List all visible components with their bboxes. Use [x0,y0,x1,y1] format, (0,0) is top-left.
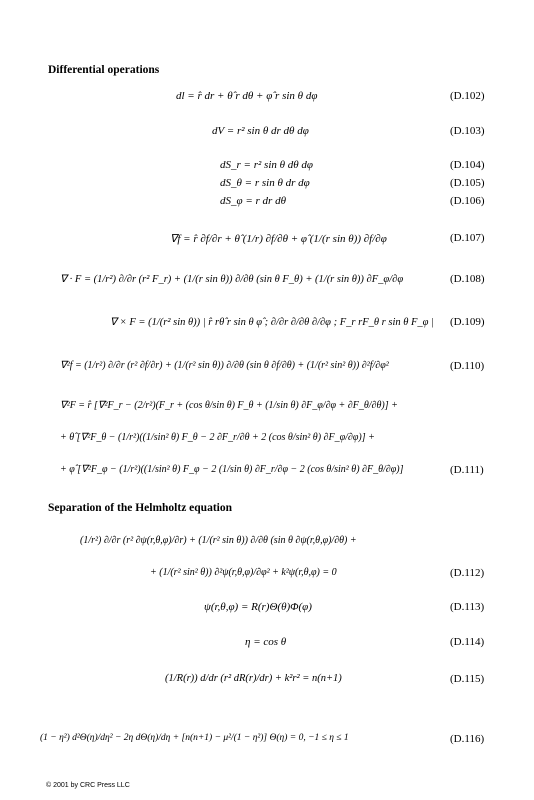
equation-d105: dS_θ = r sin θ dr dφ [220,177,310,189]
equation-d108: ∇ · F = (1/r²) ∂/∂r (r² F_r) + (1/(r sin θ)) ∂/∂θ (sin θ F_θ) + (1/(r sin θ)) ∂F_φ/∂φ [60,274,404,285]
equation-d111-line3: + φ̂ [∇²F_φ − (1/r²)((1/sin² θ) F_φ − 2 (1/sin θ) ∂F_r/∂φ − 2 (cos θ/sin² θ) ∂F_θ/∂φ)] [60,464,404,475]
equation-d112-line1: (1/r²) ∂/∂r (r² ∂ψ(r,θ,φ)/∂r) + (1/(r² sin θ)) ∂/∂θ (sin θ ∂ψ(r,θ,φ)/∂θ) + [80,535,357,546]
equation-label-d102: (D.102) [450,90,485,102]
equation-d111-line1: ∇²F = r̂ [∇²F_r − (2/r²)(F_r + (cos θ/sin θ) F_θ + (1/sin θ) ∂F_φ/∂φ + ∂F_θ/∂θ)] + [60,400,398,411]
equation-d109: ∇ × F = (1/(r² sin θ)) | r̂ rθ̂ r sin θ φ̂ ; ∂/∂r ∂/∂θ ∂/∂φ ; F_r rF_θ r sin θ F_φ | [110,317,434,328]
equation-d111-line2: + θ̂ [∇²F_θ − (1/r²)((1/sin² θ) F_θ − 2 ∂F_r/∂θ + 2 (cos θ/sin² θ) ∂F_φ/∂φ)] + [60,432,375,443]
equation-d114: η = cos θ [245,636,287,648]
equation-label-d105: (D.105) [450,177,485,189]
equation-label-d104: (D.104) [450,159,485,171]
copyright-footer: © 2001 by CRC Press LLC [46,782,130,789]
equation-d106: dS_φ = r dr dθ [220,195,286,207]
equation-d113: ψ(r,θ,φ) = R(r)Θ(θ)Φ(φ) [204,601,312,613]
equation-d103: dV = r² sin θ dr dθ dφ [212,125,309,137]
equation-label-d109: (D.109) [450,316,485,328]
equation-d115: (1/R(r)) d/dr (r² dR(r)/dr) + k²r² = n(n+1) [165,673,342,684]
equation-d110: ∇²f = (1/r²) ∂/∂r (r² ∂f/∂r) + (1/(r² sin θ)) ∂/∂θ (sin θ ∂f/∂θ) + (1/(r² sin² θ)) ∂²f/∂φ² [60,360,389,371]
equation-label-d116: (D.116) [450,733,485,745]
equation-d116: (1 − η²) d²Θ(η)/dη² − 2η dΘ(η)/dη + [n(n+1) − μ²/(1 − η²)] Θ(η) = 0, −1 ≤ η ≤ 1 [40,733,349,743]
equation-d112-line2: + (1/(r² sin² θ)) ∂²ψ(r,θ,φ)/∂φ² + k²ψ(r,θ,φ) = 0 [150,567,337,578]
equation-label-d103: (D.103) [450,125,485,137]
equation-label-d108: (D.108) [450,273,485,285]
equation-d104: dS_r = r² sin θ dθ dφ [220,159,314,171]
equation-d107: ∇f = r̂ ∂f/∂r + θ̂ (1/r) ∂f/∂θ + φ̂ (1/(r sin θ)) ∂f/∂φ [170,233,387,245]
equation-label-d114: (D.114) [450,636,485,648]
equation-d102: dl = r̂ dr + θ̂ r dθ + φ̂ r sin θ dφ [176,90,318,102]
equation-label-d115: (D.115) [450,673,485,685]
section-title-differential-operations: Differential operations [48,64,160,76]
equation-label-d110: (D.110) [450,360,485,372]
equation-label-d113: (D.113) [450,601,485,613]
equation-label-d111: (D.111) [450,464,484,476]
equation-label-d107: (D.107) [450,232,485,244]
section-title-helmholtz: Separation of the Helmholtz equation [48,502,232,514]
equation-label-d112: (D.112) [450,567,485,579]
equation-label-d106: (D.106) [450,195,485,207]
